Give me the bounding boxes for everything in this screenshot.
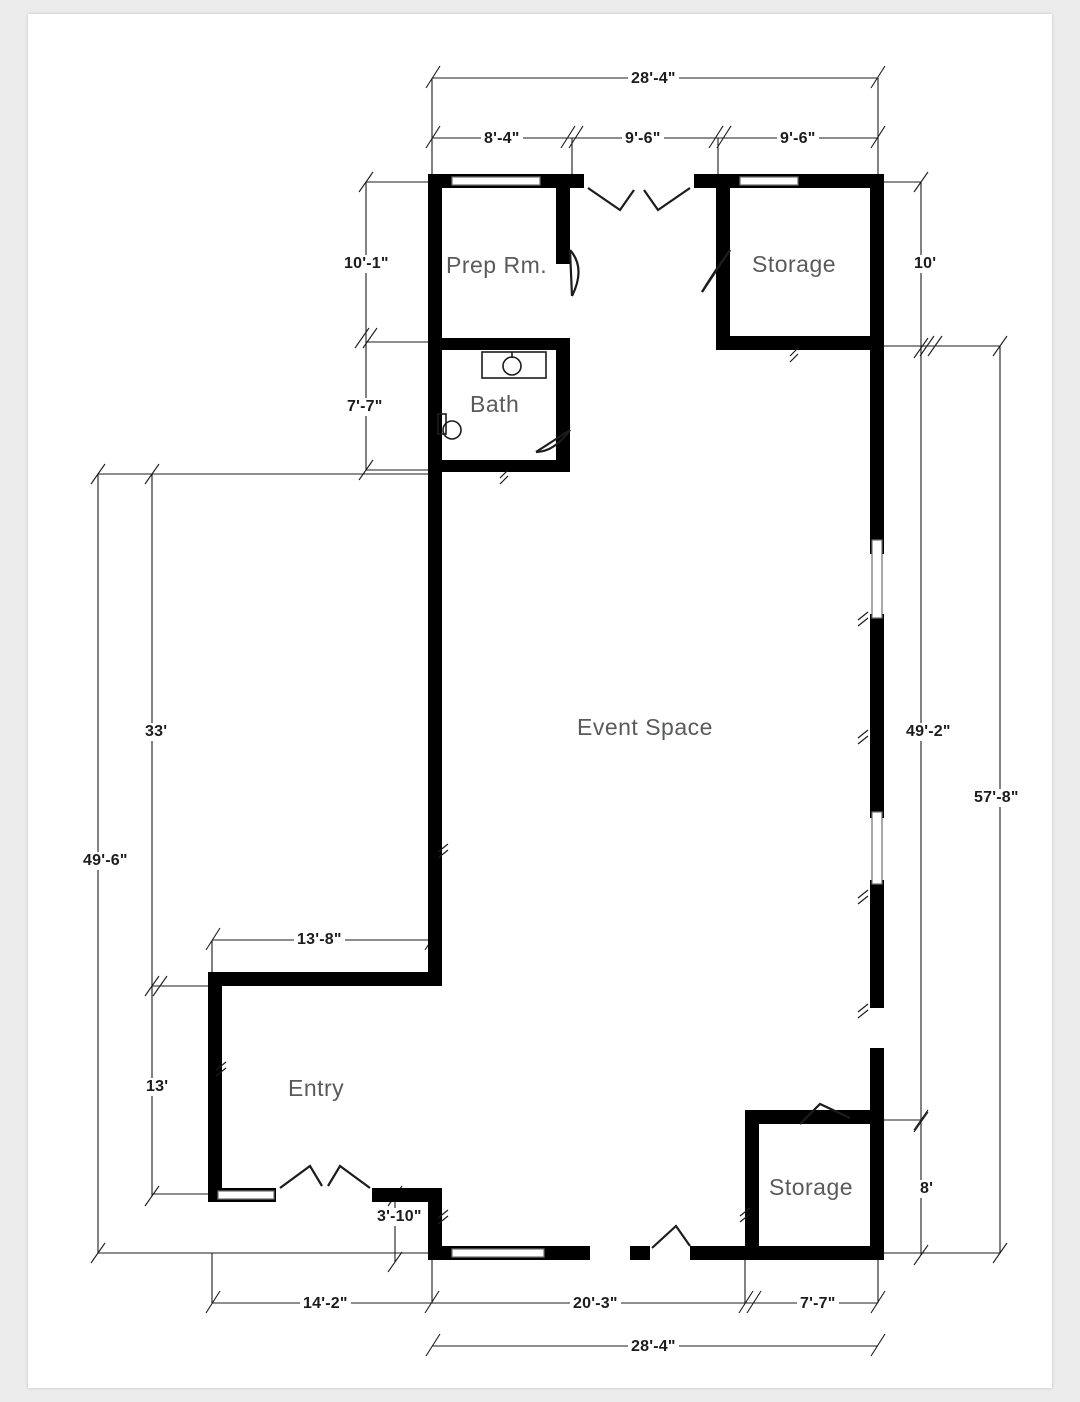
dimension-entry-width: 13'-8" xyxy=(294,931,345,949)
dimension-lines xyxy=(91,66,1007,1356)
dimension-top-seg-1: 8'-4" xyxy=(481,130,523,148)
dimension-prep-height: 10'-1" xyxy=(341,255,392,273)
dimension-bottom-seg-2: 20'-3" xyxy=(570,1295,621,1313)
dimension-right-57-8: 57'-8" xyxy=(971,789,1022,807)
room-label-prep-rm: Prep Rm. xyxy=(446,252,548,278)
dimension-left-49-6: 49'-6" xyxy=(80,852,131,870)
dimension-top-seg-2: 9'-6" xyxy=(622,130,664,148)
dimension-storage-lower-height: 8' xyxy=(917,1180,936,1198)
dimension-bottom-seg-3: 7'-7" xyxy=(797,1295,839,1313)
room-label-entry: Entry xyxy=(288,1075,345,1101)
room-label-storage-upper: Storage xyxy=(752,251,837,277)
dimension-bottom-overall: 28'-4" xyxy=(628,1338,679,1356)
room-label-event-space: Event Space xyxy=(577,714,713,740)
room-label-storage-lower: Storage xyxy=(769,1174,854,1200)
dimension-storage-upper-height: 10' xyxy=(911,255,939,273)
dimension-right-49-2: 49'-2" xyxy=(903,723,954,741)
dimension-bath-height: 7'-7" xyxy=(344,398,386,416)
dimension-left-33: 33' xyxy=(142,723,170,741)
dimension-bottom-seg-1: 14'-2" xyxy=(300,1295,351,1313)
dimension-top-seg-3: 9'-6" xyxy=(777,130,819,148)
dimension-door-width: 3'-10" xyxy=(374,1208,425,1226)
dimension-entry-height: 13' xyxy=(143,1078,171,1096)
room-label-bath: Bath xyxy=(470,391,520,417)
dimension-top-overall: 28'-4" xyxy=(628,70,679,88)
